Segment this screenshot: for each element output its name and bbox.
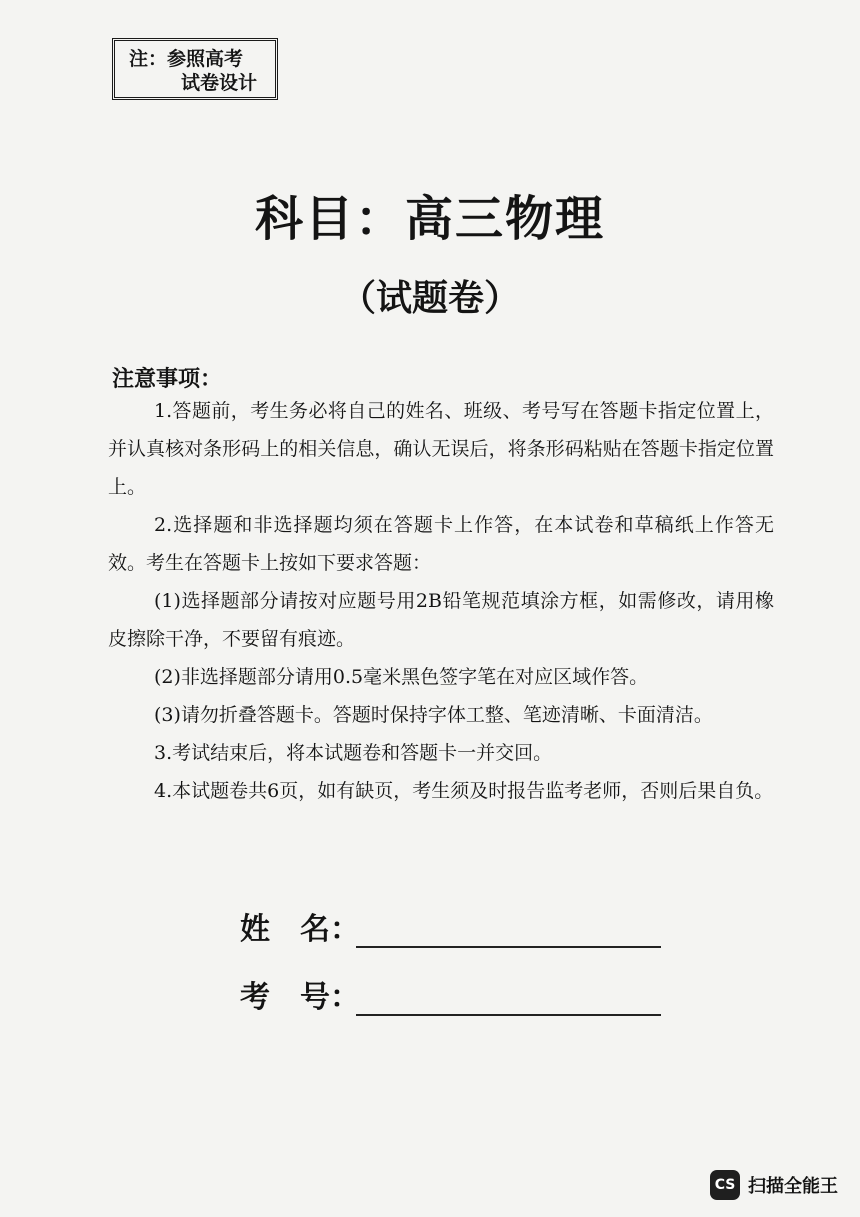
notice-item-2-3: (3)请勿折叠答题卡。答题时保持字体工整、笔迹清晰、卡面清洁。 [154, 704, 713, 726]
name-label: 姓 名： [240, 912, 360, 947]
paper-subtitle: （试题卷） [339, 277, 520, 319]
notice-list [108, 392, 774, 810]
exam-id-blank-line[interactable] [356, 984, 661, 1016]
exam-id-label: 考 号： [240, 980, 360, 1015]
subject-title: 科目：高三物理 [254, 191, 605, 247]
notice-item-2-2: (2)非选择题部分请用0.5毫米黑色签字笔在对应区域作答。 [154, 666, 649, 688]
name-field-row [240, 904, 661, 948]
notice-item-4: 4.本试题卷共6页，如有缺页，考生须及时报告监考老师，否则后果自负。 [154, 780, 774, 802]
exam-id-field-row [240, 972, 661, 1016]
design-note-box [112, 38, 278, 100]
camscanner-logo-icon: CS [710, 1170, 740, 1200]
notice-item-1: 1.答题前，考生务必将自己的姓名、班级、考号写在答题卡指定位置上，并认真核对条形码上的相关信息，确认无误后，将条形码粘贴在答题卡指定位置上。 [108, 400, 774, 498]
design-note-line1: 注：参照高考 [129, 48, 244, 70]
notice-heading: 注意事项： [112, 367, 223, 392]
notice-item-3: 3.考试结束后，将本试题卷和答题卡一并交回。 [154, 742, 553, 764]
notice-item-2: 2.选择题和非选择题均须在答题卡上作答，在本试卷和草稿纸上作答无效。考生在答题卡上按如下要求答题： [108, 514, 774, 574]
notice-item-2-1: (1)选择题部分请按对应题号用2B铅笔规范填涂方框，如需修改，请用橡皮擦除干净，不要留有痕迹。 [108, 590, 774, 650]
design-note-line2: 试卷设计 [181, 72, 258, 94]
name-blank-line[interactable] [356, 916, 661, 948]
watermark-text: 扫描全能王 [748, 1176, 838, 1197]
scanner-watermark [710, 1169, 838, 1201]
